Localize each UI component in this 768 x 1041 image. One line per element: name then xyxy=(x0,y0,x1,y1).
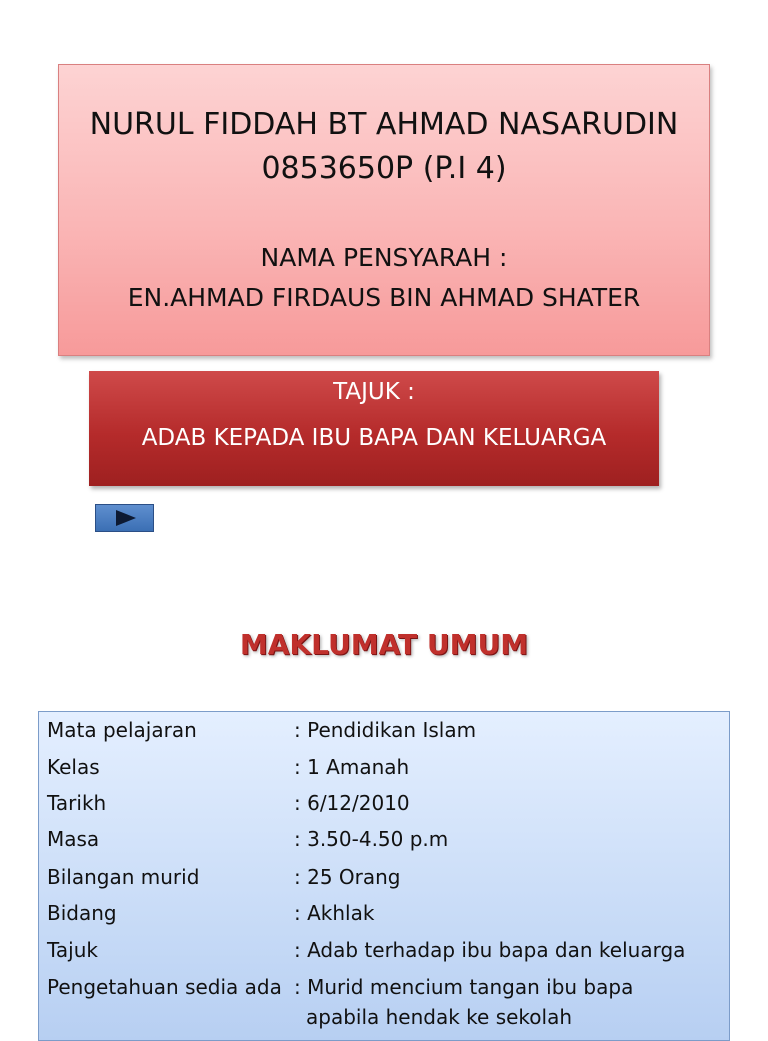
info-value: : Pendidikan Islam xyxy=(294,718,477,742)
lecturer-label: NAMA PENSYARAH : xyxy=(260,243,508,272)
info-value: : 25 Orang xyxy=(294,865,401,889)
info-key: Tajuk xyxy=(47,938,98,962)
student-id: 0853650P (P.I 4) xyxy=(261,151,507,186)
info-value-continued: apabila hendak ke sekolah xyxy=(306,1005,573,1029)
next-slide-button[interactable] xyxy=(95,504,154,532)
info-key: Masa xyxy=(47,827,100,851)
info-key: Tarikh xyxy=(47,791,107,815)
info-key: Pengetahuan sedia ada xyxy=(47,975,282,999)
info-value: : Akhlak xyxy=(294,901,375,925)
info-key: Bidang xyxy=(47,901,117,925)
info-box xyxy=(38,711,730,1041)
topic-box xyxy=(89,371,659,486)
info-value: : 1 Amanah xyxy=(294,755,410,779)
title-box xyxy=(58,64,710,356)
info-key: Bilangan murid xyxy=(47,865,200,889)
topic-label: TAJUK : xyxy=(333,379,415,405)
info-key: Kelas xyxy=(47,755,100,779)
lecturer-name: EN.AHMAD FIRDAUS BIN AHMAD SHATER xyxy=(127,283,641,312)
info-key: Mata pelajaran xyxy=(47,718,197,742)
topic-title: ADAB KEPADA IBU BAPA DAN KELUARGA xyxy=(141,425,607,451)
info-value: : Adab terhadap ibu bapa dan keluarga xyxy=(294,938,686,962)
info-value: : Murid mencium tangan ibu bapa xyxy=(294,975,634,999)
section-title: MAKLUMAT UMUM xyxy=(239,628,529,661)
info-value: : 6/12/2010 xyxy=(294,791,410,815)
play-icon xyxy=(116,510,136,526)
student-name: NURUL FIDDAH BT AHMAD NASARUDIN xyxy=(89,107,679,142)
info-value: : 3.50-4.50 p.m xyxy=(294,827,449,851)
